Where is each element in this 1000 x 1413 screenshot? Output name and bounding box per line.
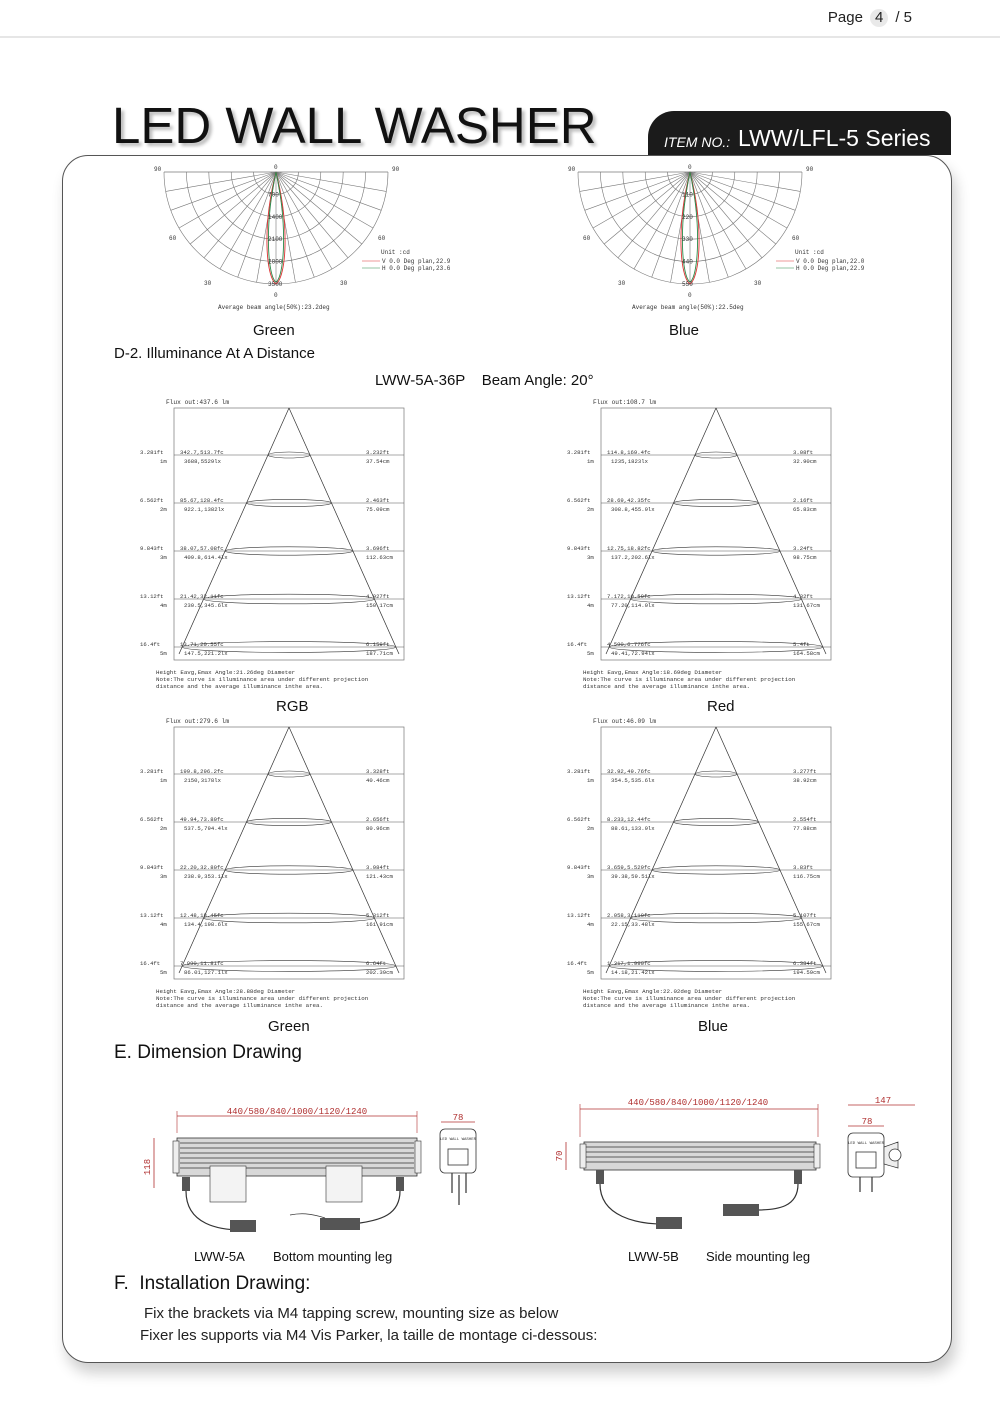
polar-label: 60 — [378, 235, 386, 242]
diameter-cm: 65.83cm — [793, 506, 817, 513]
illuminance-frame — [174, 408, 404, 660]
illuminance-lx: 77.20,114.0lx — [611, 602, 655, 609]
diameter-cm: 155.67cm — [793, 921, 820, 928]
distance-ft: 6.562ft — [567, 816, 591, 823]
beam-edge-right — [716, 727, 826, 973]
diameter-cm: 75.09cm — [366, 506, 390, 513]
flux-out: Flux out:437.6 lm — [166, 399, 230, 406]
illuminance-fc: 342.7,513.7fc — [180, 449, 224, 456]
distance-m: 5m — [587, 969, 594, 976]
diameter-ft: 3.984ft — [366, 864, 390, 871]
diameter-ft: 3.24ft — [793, 545, 814, 552]
distance-ft: 6.562ft — [567, 497, 591, 504]
dim-b-logo: LED WALL WASHER — [847, 1142, 885, 1146]
distance-m: 1m — [587, 777, 594, 784]
illuminance-lx: 1235,1823lx — [611, 458, 648, 465]
distance-m: 3m — [587, 554, 594, 561]
distance-m: 4m — [587, 602, 594, 609]
section-e-heading: E. Dimension Drawing — [114, 1042, 302, 1063]
polar-ring-value: 330 — [682, 236, 693, 244]
dim-a-height: 118 — [143, 1158, 153, 1176]
dim-a-depth: 78 — [452, 1113, 464, 1123]
polar-caption-green: Green — [253, 322, 295, 339]
distance-m: 2m — [587, 506, 594, 513]
page-indicator — [828, 9, 912, 27]
distance-m: 1m — [160, 458, 167, 465]
diameter-cm: 187.71cm — [366, 650, 393, 657]
mount-a-label: Bottom mounting leg — [273, 1249, 393, 1264]
diameter-ft: 6.159ft — [366, 641, 390, 648]
item-prefix: ITEM NO.: — [664, 134, 731, 150]
illuminance-fc: 2.058,3.110fc — [607, 912, 651, 919]
item-number-badge — [648, 111, 951, 155]
dimension-drawing-a — [130, 1105, 510, 1245]
diameter-cm: 40.46cm — [366, 777, 390, 784]
distance-ft: 16.4ft — [567, 960, 588, 967]
diameter-cm: 121.43cm — [366, 873, 393, 880]
polar-ring-value: 700 — [268, 191, 279, 199]
polar-label: 0 — [274, 292, 278, 299]
distance-ft: 3.281ft — [140, 449, 164, 456]
diameter-cm: 131.67cm — [793, 602, 820, 609]
polar-label: 30 — [340, 280, 348, 287]
illuminance-lx: 354.5,535.6lx — [611, 777, 655, 784]
distance-m: 1m — [587, 458, 594, 465]
distance-ft: 16.4ft — [140, 960, 161, 967]
distance-ft: 9.843ft — [567, 545, 591, 552]
diameter-cm: 32.90cm — [793, 458, 817, 465]
illuminance-fc: 12.48,18.45fc — [180, 912, 224, 919]
polar-unit: Unit :cd — [381, 249, 410, 256]
distance-m: 2m — [160, 825, 167, 832]
distance-m: 3m — [160, 873, 167, 880]
distance-ft: 3.281ft — [567, 768, 591, 775]
diameter-cm: 112.63cm — [366, 554, 393, 561]
diameter-ft: 3.696ft — [366, 545, 390, 552]
illuminance-fc: 32.92,49.76fc — [607, 768, 651, 775]
illuminance-fc: 7.990,11.81fc — [180, 960, 224, 967]
illuminance-fc: 38.07,57.08fc — [180, 545, 224, 552]
dim-a-logo: LED WALL WASHER — [439, 1138, 477, 1142]
polar-beam-note: Average beam angle(50%):22.5deg — [632, 304, 744, 311]
distance-ft: 6.562ft — [140, 816, 164, 823]
illuminance-chart-red — [565, 396, 895, 692]
polar-ring-value: 3500 — [268, 281, 283, 288]
polar-label: 0 — [688, 292, 692, 299]
polar-chart-blue — [552, 162, 865, 317]
illuminance-fc: 199.8,296.2fc — [180, 768, 224, 775]
illuminance-lx: 86.01,127.1lx — [184, 969, 228, 976]
illuminance-footer-note: distance and the average illuminance inthe area. — [583, 683, 750, 690]
distance-m: 2m — [160, 506, 167, 513]
section-d2-heading: D-2. Illuminance At A Distance — [114, 345, 315, 362]
illuminance-lx: 308.8,455.9lx — [611, 506, 655, 513]
illuminance-chart-rgb — [138, 396, 468, 692]
d2-subtitle: LWW-5A-36P Beam Angle: 20° — [375, 372, 594, 389]
illuminance-footer-note: distance and the average illuminance inthe area. — [583, 1002, 750, 1009]
diameter-cm: 164.58cm — [793, 650, 820, 657]
illuminance-footer-note: distance and the average illuminance inthe area. — [156, 683, 323, 690]
diameter-ft: 5.107ft — [793, 912, 817, 919]
beam-edge-right — [289, 727, 399, 973]
dim-b-depth: 78 — [861, 1117, 873, 1127]
polar-legend-v: V 0.0 Deg plan,22.9 — [382, 258, 451, 265]
illuminance-lx: 230.5,345.6lx — [184, 602, 228, 609]
illuminance-lx: 88.61,133.9lx — [611, 825, 655, 832]
polar-ring-value: 440 — [682, 258, 693, 266]
diameter-ft: 5.312ft — [366, 912, 390, 919]
beam-edge-right — [289, 408, 399, 654]
flux-out: Flux out:279.6 lm — [166, 718, 230, 725]
illuminance-footer-head: Height Eavg,Emax Angle:21.26deg Diameter — [156, 669, 296, 676]
install-note-en: Fix the brackets via M4 tapping screw, mounting size as below — [144, 1305, 559, 1322]
distance-m: 3m — [160, 554, 167, 561]
illuminance-caption-green: Green — [268, 1018, 310, 1035]
distance-m: 3m — [587, 873, 594, 880]
page-current: 4 — [870, 9, 888, 27]
illuminance-fc: 8.233,12.44fc — [607, 816, 651, 823]
diameter-ft: 6.64ft — [366, 960, 387, 967]
distance-ft: 13.12ft — [140, 593, 164, 600]
illuminance-footer-head: Height Eavg,Emax Angle:22.02deg Diameter — [583, 988, 723, 995]
illuminance-fc: 1.317,1.990fc — [607, 960, 651, 967]
polar-ring-value: 110 — [682, 191, 693, 199]
illuminance-lx: 39.38,59.51lx — [611, 873, 655, 880]
polar-label: 30 — [204, 280, 212, 287]
page-separator: / — [895, 9, 900, 26]
diameter-cm: 98.75cm — [793, 554, 817, 561]
distance-ft: 9.843ft — [140, 545, 164, 552]
diameter-cm: 77.88cm — [793, 825, 817, 832]
diameter-cm: 202.39cm — [366, 969, 393, 976]
dimension-drawing-b — [548, 1092, 908, 1242]
page-title: LED WALL WASHER — [112, 97, 597, 154]
illuminance-chart-blue — [565, 715, 895, 1011]
beam-edge-left — [606, 408, 716, 654]
header-rule — [0, 36, 1000, 38]
diameter-cm: 150.17cm — [366, 602, 393, 609]
illuminance-lx: 137.2,202.6lx — [611, 554, 655, 561]
polar-legend-h: H 0.0 Deg plan,22.9 — [796, 265, 865, 272]
flux-out: Flux out:108.7 lm — [593, 399, 657, 406]
illuminance-fc: 12.75,18.82fc — [607, 545, 651, 552]
illuminance-fc: 21.42,32.11fc — [180, 593, 224, 600]
illuminance-footer-note: Note:The curve is illuminance area under different projection — [583, 676, 796, 683]
polar-beam-note: Average beam angle(50%):23.2deg — [218, 304, 330, 311]
illuminance-fc: 4.590,6.776fc — [607, 641, 651, 648]
install-note-fr: Fixer les supports via M4 Vis Parker, la taille de montage ci-dessous: — [140, 1327, 598, 1344]
flux-out: Flux out:46.09 lm — [593, 718, 657, 725]
polar-label: 60 — [792, 235, 800, 242]
polar-label: 0 — [274, 164, 278, 171]
illuminance-lx: 922.1,1382lx — [184, 506, 225, 513]
illuminance-fc: 7.172,10.59fc — [607, 593, 651, 600]
polar-ring-value: 1400 — [268, 213, 283, 221]
dim-a-length: 440/580/840/1000/1120/1240 — [226, 1107, 368, 1117]
illuminance-footer-head: Height Eavg,Emax Angle:18.69deg Diameter — [583, 669, 723, 676]
item-series: LWW/LFL-5 Series — [738, 125, 931, 151]
mount-b-label: Side mounting leg — [706, 1249, 811, 1264]
polar-legend-v: V 0.0 Deg plan,22.0 — [796, 258, 865, 265]
illuminance-fc: 28.69,42.35fc — [607, 497, 651, 504]
page-label: Page — [827, 9, 863, 26]
illuminance-footer-note: Note:The curve is illuminance area under different projection — [156, 676, 369, 683]
illuminance-fc: 3.659,5.529fc — [607, 864, 651, 871]
diameter-cm: 116.75cm — [793, 873, 820, 880]
illuminance-lx: 147.5,221.2lx — [184, 650, 228, 657]
distance-ft: 16.4ft — [567, 641, 588, 648]
diameter-ft: 4.32ft — [793, 593, 814, 600]
diameter-cm: 161.91cm — [366, 921, 393, 928]
illuminance-fc: 49.94,73.80fc — [180, 816, 224, 823]
distance-ft: 13.12ft — [567, 593, 591, 600]
illuminance-lx: 537.5,794.4lx — [184, 825, 228, 832]
section-f-heading: F. Installation Drawing: — [114, 1273, 311, 1294]
distance-m: 5m — [160, 650, 167, 657]
diameter-cm: 194.59cm — [793, 969, 820, 976]
polar-label: 90 — [568, 166, 576, 173]
illuminance-frame — [601, 408, 831, 660]
beam-edge-left — [179, 408, 289, 654]
distance-ft: 16.4ft — [140, 641, 161, 648]
distance-m: 1m — [160, 777, 167, 784]
illuminance-lx: 22.15,33.48lx — [611, 921, 655, 928]
illuminance-fc: 22.20,32.80fc — [180, 864, 224, 871]
illuminance-lx: 49.41,72.94lx — [611, 650, 655, 657]
illuminance-frame — [601, 727, 831, 979]
distance-m: 4m — [587, 921, 594, 928]
distance-ft: 6.562ft — [140, 497, 164, 504]
diameter-ft: 3.83ft — [793, 864, 814, 871]
polar-caption-blue: Blue — [669, 322, 700, 339]
model-b-label: LWW-5B — [628, 1249, 679, 1264]
polar-ring-value: 2100 — [268, 236, 283, 244]
model-a-label: LWW-5A — [194, 1249, 245, 1264]
beam-edge-left — [606, 727, 716, 973]
polar-label: 90 — [392, 166, 400, 173]
illuminance-chart-green — [138, 715, 468, 1011]
polar-label: 30 — [754, 280, 762, 287]
distance-m: 4m — [160, 602, 167, 609]
distance-ft: 13.12ft — [567, 912, 591, 919]
diameter-ft: 5.4ft — [793, 641, 810, 648]
illuminance-fc: 114.8,169.4fc — [607, 449, 651, 456]
illuminance-caption-red: Red — [707, 698, 735, 715]
diameter-ft: 2.554ft — [793, 816, 817, 823]
polar-unit: Unit :cd — [795, 249, 824, 256]
distance-m: 5m — [587, 650, 594, 657]
distance-ft: 3.281ft — [140, 768, 164, 775]
illuminance-fc: 85.67,128.4fc — [180, 497, 224, 504]
illuminance-footer-note: Note:The curve is illuminance area under different projection — [156, 995, 369, 1002]
distance-ft: 3.281ft — [567, 449, 591, 456]
diameter-ft: 3.277ft — [793, 768, 817, 775]
illuminance-footer-note: Note:The curve is illuminance area under different projection — [583, 995, 796, 1002]
distance-m: 2m — [587, 825, 594, 832]
illuminance-lx: 238.9,353.1lx — [184, 873, 228, 880]
distance-m: 4m — [160, 921, 167, 928]
diameter-ft: 2.463ft — [366, 497, 390, 504]
diameter-ft: 3.08ft — [793, 449, 814, 456]
polar-ring-value: 220 — [682, 213, 693, 221]
illuminance-footer-note: distance and the average illuminance inthe area. — [156, 1002, 323, 1009]
diameter-cm: 38.92cm — [793, 777, 817, 784]
dim-b-length: 440/580/840/1000/1120/1240 — [627, 1098, 769, 1108]
page-total: 5 — [903, 9, 912, 26]
beam-edge-left — [179, 727, 289, 973]
polar-label: 90 — [154, 166, 162, 173]
illuminance-frame — [174, 727, 404, 979]
illuminance-caption-rgb: RGB — [276, 698, 309, 715]
polar-label: 60 — [583, 235, 591, 242]
illuminance-lx: 3688,5529lx — [184, 458, 221, 465]
polar-label: 0 — [688, 164, 692, 171]
illuminance-fc: 13.71,20.55fc — [180, 641, 224, 648]
dim-b-height: 70 — [555, 1150, 565, 1162]
polar-label: 30 — [618, 280, 626, 287]
illuminance-lx: 409.8,614.4lx — [184, 554, 228, 561]
distance-m: 5m — [160, 969, 167, 976]
diameter-cm: 37.54cm — [366, 458, 390, 465]
diameter-cm: 80.96cm — [366, 825, 390, 832]
distance-ft: 13.12ft — [140, 912, 164, 919]
distance-ft: 9.843ft — [567, 864, 591, 871]
illuminance-lx: 14.18,21.42lx — [611, 969, 655, 976]
polar-ring-value: 2800 — [268, 258, 283, 266]
illuminance-footer-head: Height Eavg,Emax Angle:28.88deg Diameter — [156, 988, 296, 995]
polar-legend-h: H 0.0 Deg plan,23.6 — [382, 265, 451, 272]
diameter-ft: 6.384ft — [793, 960, 817, 967]
polar-chart-green — [140, 162, 451, 317]
illuminance-lx: 2150,3178lx — [184, 777, 221, 784]
polar-ring-value: 550 — [682, 281, 693, 288]
diameter-ft: 3.232ft — [366, 449, 390, 456]
polar-label: 60 — [169, 235, 177, 242]
distance-ft: 9.843ft — [140, 864, 164, 871]
dim-b-width: 147 — [874, 1096, 892, 1106]
diameter-ft: 2.16ft — [793, 497, 814, 504]
diameter-ft: 2.656ft — [366, 816, 390, 823]
illuminance-lx: 134.4,198.6lx — [184, 921, 228, 928]
diameter-ft: 4.927ft — [366, 593, 390, 600]
beam-edge-right — [716, 408, 826, 654]
illuminance-caption-blue: Blue — [698, 1018, 729, 1035]
polar-label: 90 — [806, 166, 814, 173]
diameter-ft: 3.328ft — [366, 768, 390, 775]
